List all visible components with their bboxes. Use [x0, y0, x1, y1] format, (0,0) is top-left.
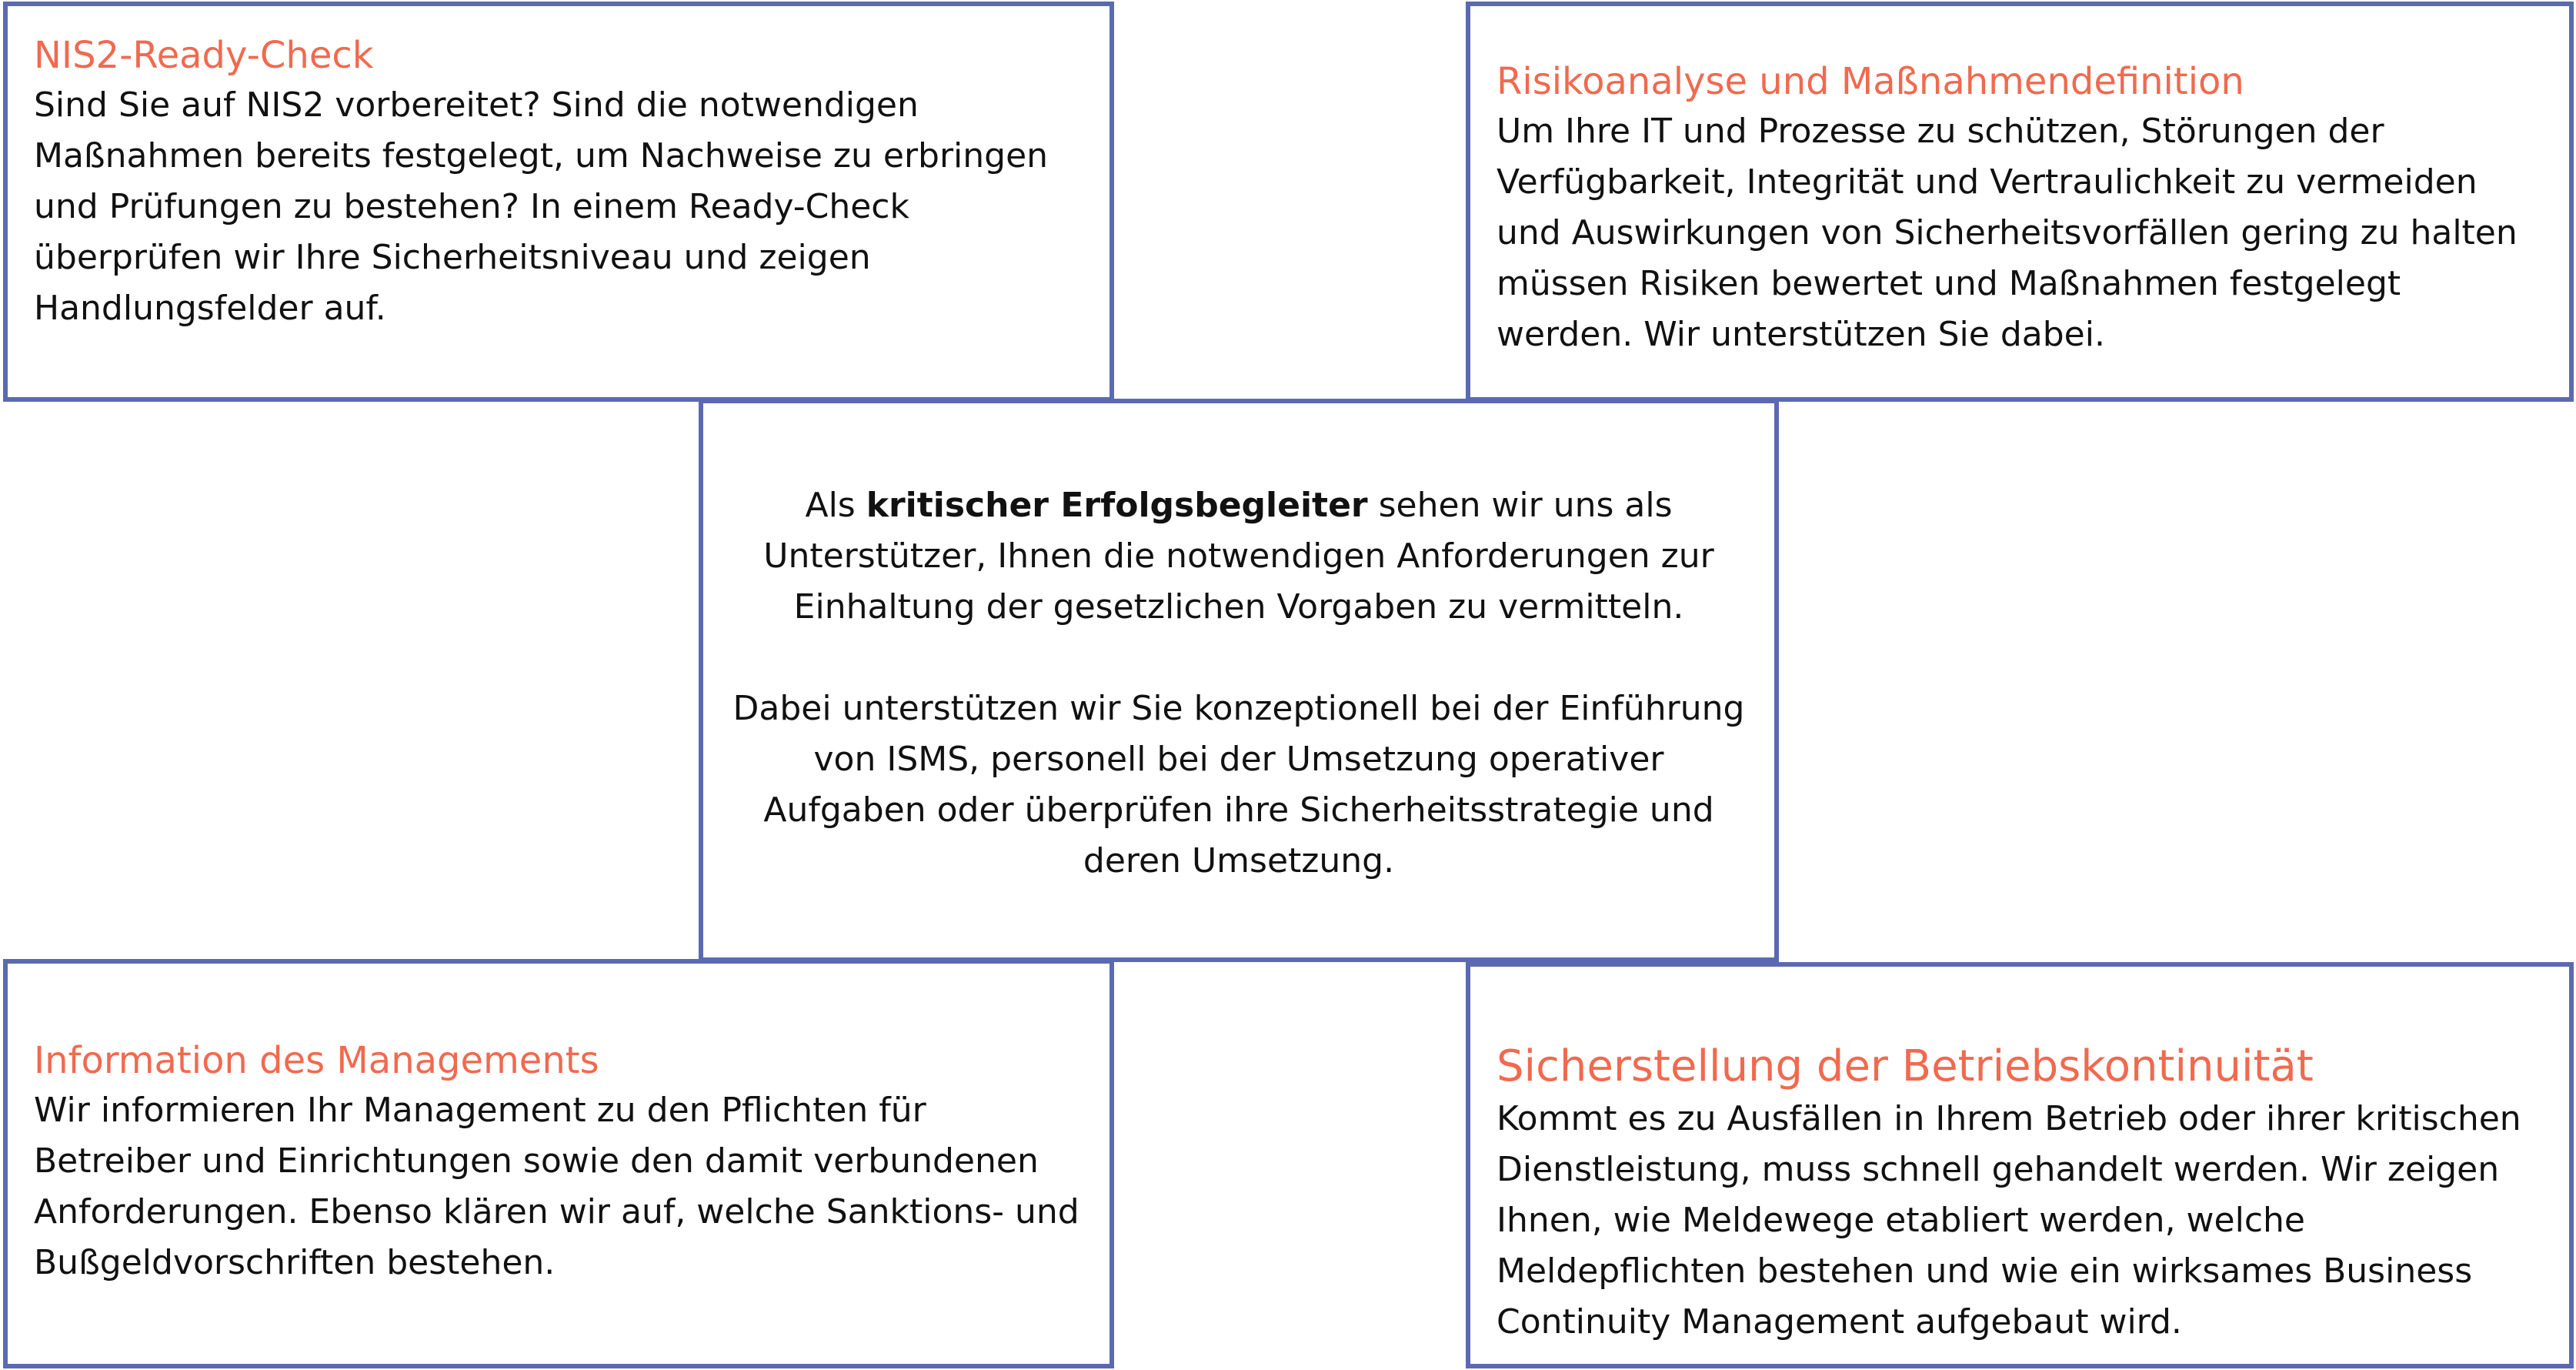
- management-information-box: [3, 959, 1114, 1368]
- text-line: Ihnen, wie Meldewege etabliert werden, welche: [1497, 1201, 2305, 1240]
- nis2-ready-check-content: [34, 31, 1048, 334]
- central-first-line: [703, 480, 1774, 531]
- management-information-content: [34, 1036, 1079, 1288]
- text-line: Maßnahmen bereits festgelegt, um Nachweise zu erbringen: [34, 136, 1049, 175]
- text-line: Einhaltung der gesetzlichen Vorgaben zu vermitteln.: [793, 587, 1684, 627]
- business-continuity-text: [1497, 1094, 2521, 1348]
- central-suffix: sehen wir uns als: [1367, 486, 1673, 525]
- text-line: Bußgeldvorschriften bestehen.: [34, 1243, 556, 1282]
- text-line: und Prüfungen zu bestehen? In einem Ready-Check: [34, 187, 909, 226]
- text-line: Dienstleistung, muss schnell gehandelt werden. Wir zeigen: [1497, 1150, 2500, 1189]
- risk-analysis-title: Risikoanalyse und Maßnahmendefinition: [1497, 60, 2244, 103]
- risk-analysis-text: [1497, 106, 2518, 360]
- text-line: Sind Sie auf NIS2 vorbereitet? Sind die notwendigen: [34, 85, 919, 125]
- text-line: deren Umsetzung.: [1083, 841, 1395, 880]
- business-continuity-title: Sicherstellung der Betriebskontinuität: [1497, 1041, 2314, 1091]
- paragraph-spacer: [703, 633, 1774, 683]
- central-emphasis: kritischer Erfolgsbegleiter: [866, 486, 1368, 525]
- central-prefix: Als: [805, 486, 866, 525]
- text-line: Kommt es zu Ausfällen in Ihrem Betrieb oder ihrer kritischen: [1497, 1099, 2521, 1138]
- business-continuity-box: [1466, 962, 2574, 1368]
- central-paragraph-2: [703, 683, 1774, 887]
- text-line: und Auswirkungen von Sicherheitsvorfällen gering zu halten: [1497, 213, 2518, 252]
- text-line: von ISMS, personell bei der Umsetzung operativer: [813, 740, 1664, 779]
- text-line: Anforderungen. Ebenso klären wir auf, welche Sanktions- und: [34, 1192, 1079, 1231]
- text-line: Meldepflichten bestehen und wie ein wirksames Business: [1497, 1251, 2473, 1291]
- text-line: Continuity Management aufgebaut wird.: [1497, 1302, 2182, 1342]
- nis2-ready-check-title: NIS2-Ready-Check: [34, 34, 374, 77]
- text-line: Dabei unterstützen wir Sie konzeptionell bei der Einführung: [732, 689, 1745, 728]
- risk-analysis-content: [1497, 57, 2518, 360]
- nis2-ready-check-text: [34, 80, 1048, 334]
- nis2-ready-check-box: [3, 2, 1114, 402]
- text-line: Unterstützer, Ihnen die notwendigen Anforderungen zur: [763, 536, 1714, 576]
- management-information-text: [34, 1085, 1079, 1288]
- management-information-title: Information des Managements: [34, 1039, 599, 1082]
- text-line: Betreiber und Einrichtungen sowie den damit verbundenen: [34, 1141, 1039, 1181]
- text-line: überprüfen wir Ihre Sicherheitsniveau und zeigen: [34, 238, 871, 277]
- text-line: Handlungsfelder auf.: [34, 289, 386, 328]
- text-line: Aufgaben oder überprüfen ihre Sicherheitsstrategie und: [763, 790, 1714, 830]
- central-paragraph-1: [703, 480, 1774, 633]
- central-statement-content: [703, 480, 1774, 887]
- central-statement-box: [699, 399, 1779, 962]
- text-line: Um Ihre IT und Prozesse zu schützen, Störungen der: [1497, 112, 2384, 151]
- text-line: Verfügbarkeit, Integrität und Vertraulichkeit zu vermeiden: [1497, 162, 2478, 202]
- business-continuity-content: [1497, 1040, 2521, 1348]
- risk-analysis-box: [1466, 2, 2574, 402]
- text-line: werden. Wir unterstützen Sie dabei.: [1497, 315, 2105, 354]
- text-line: müssen Risiken bewertet und Maßnahmen festgelegt: [1497, 264, 2401, 303]
- text-line: Wir informieren Ihr Management zu den Pflichten für: [34, 1091, 926, 1130]
